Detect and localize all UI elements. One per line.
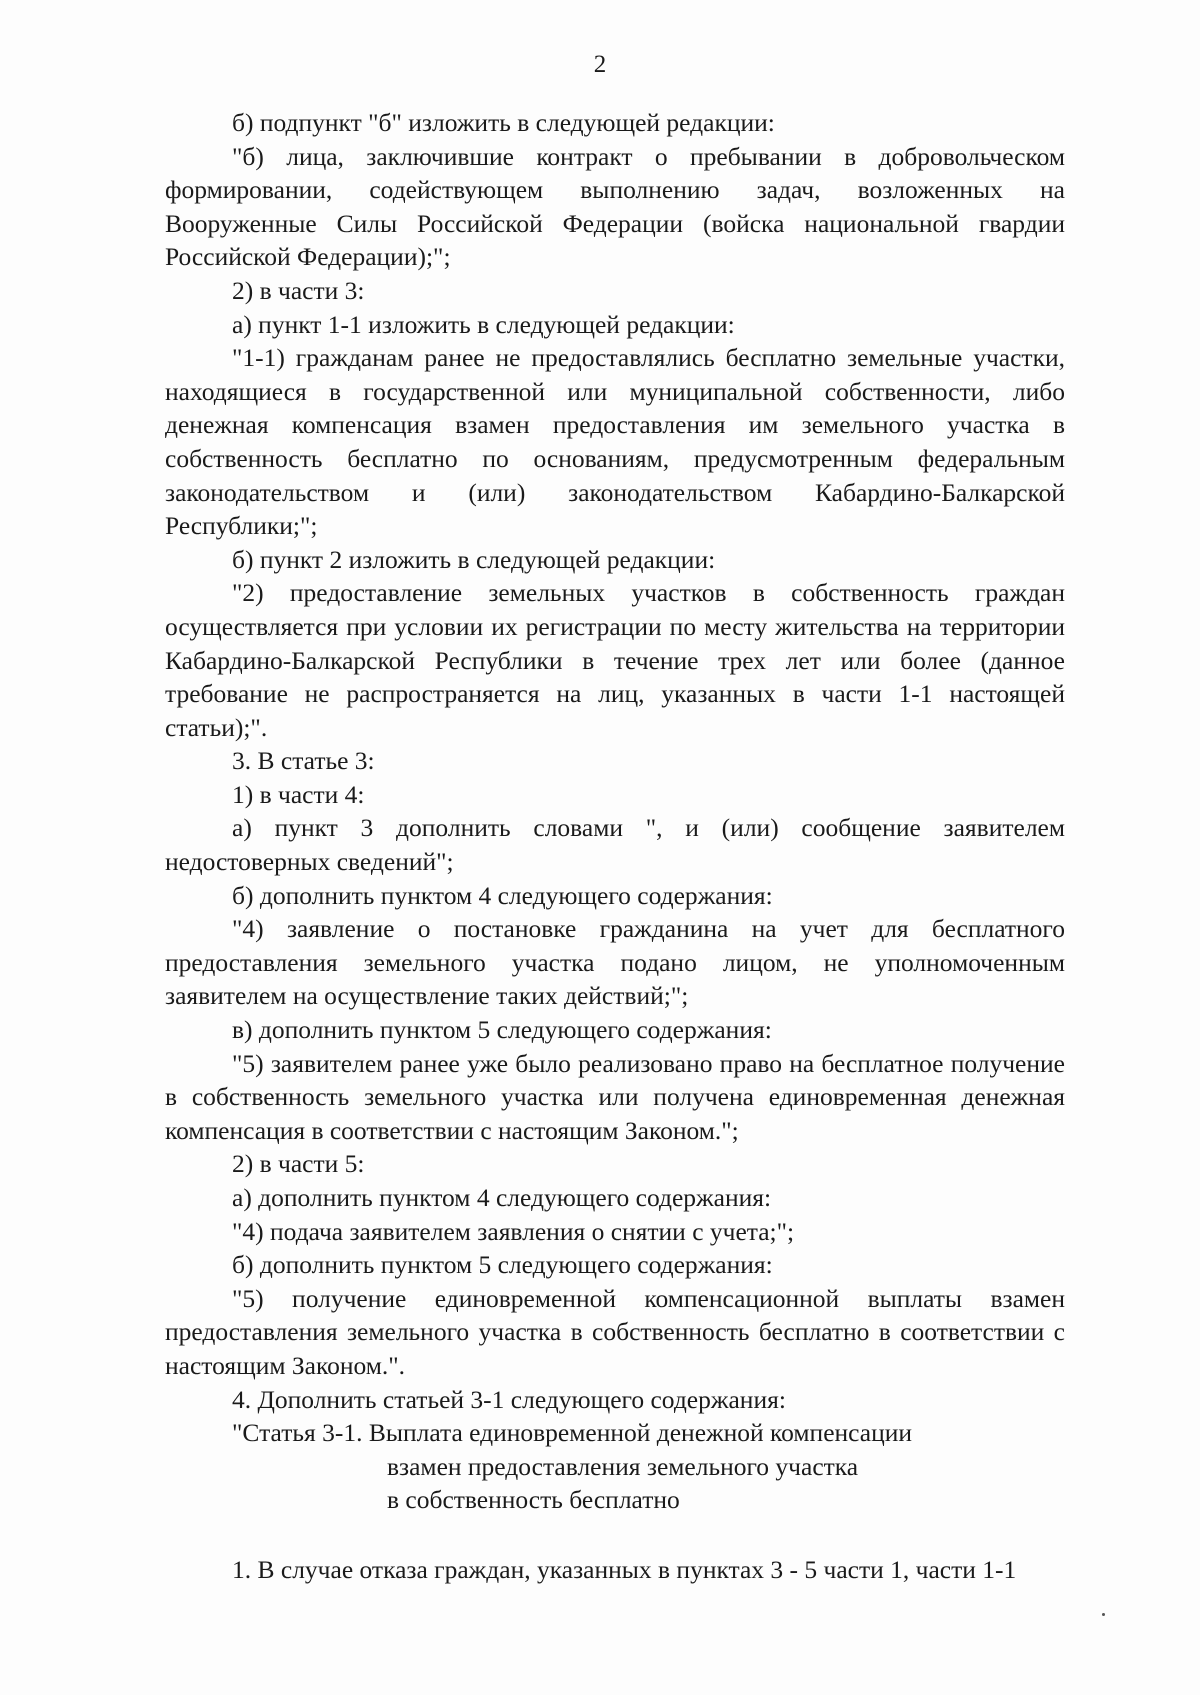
paragraph: "5) заявителем ранее уже было реализовано право на бесплатное получение в собственность земельного участка или получена единовременная денежная компенсация в соответствии с настоящим Законом.";: [165, 1048, 1065, 1145]
paragraph: 2) в части 3:: [232, 275, 365, 305]
paragraph: 4. Дополнить статьей 3-1 следующего содержания:: [232, 1384, 786, 1414]
paragraph: в) дополнить пунктом 5 следующего содержания:: [232, 1015, 772, 1045]
paragraph: "1-1) гражданам ранее не предоставлялись бесплатно земельные участки, находящиеся в государственной или муниципальной собственности, либо денежная компенсация взамен предоставления им земельного участка в собственность бесплатно по основаниям, предусмотренным федеральным законодательством и (или) законодательством Кабардино-Балкарской Республики;";: [165, 343, 1065, 541]
article-heading-line: "Статья 3-1. Выплата единовременной денежной компенсации: [232, 1418, 913, 1448]
paragraph: а) пункт 3 дополнить словами ", и (или) сообщение заявителем недостоверных сведений";: [165, 813, 1065, 877]
paragraph: 3. В статье 3:: [232, 746, 375, 776]
article-heading-line: в собственность бесплатно: [387, 1485, 680, 1515]
paragraph: б) подпункт "б" изложить в следующей редакции:: [232, 108, 775, 137]
spacer: [165, 1517, 1065, 1553]
paragraph: б) дополнить пунктом 4 следующего содержания:: [232, 880, 773, 910]
paragraph: б) дополнить пунктом 5 следующего содержания:: [232, 1250, 773, 1280]
paragraph: "4) подача заявителем заявления о снятии с учета;";: [232, 1216, 795, 1246]
page-number: 2: [593, 51, 607, 78]
article-heading-line: взамен предоставления земельного участка: [387, 1451, 859, 1481]
paragraph: "4) заявление о постановке гражданина на учет для бесплатного предоставления земельного участка подано лицом, не уполномоченным заявителем на осуществление таких действий;";: [165, 914, 1065, 1011]
paragraph: "б) лица, заключившие контракт о пребывании в добровольческом формировании, содействующем выполнению задач, возложенных на Вооруженные Силы Российской Федерации (войска национальной гвардии Российской Федерации);";: [165, 141, 1065, 272]
paragraph: а) пункт 1-1 изложить в следующей редакции:: [232, 309, 735, 339]
article-heading: [165, 1416, 1065, 1517]
paragraph: "2) предоставление земельных участков в собственность граждан осуществляется при условии их регистрации по месту жительства на территории Кабардино-Балкарской Республики в течение трех лет или более (данное требование не распространяется на лиц, указанных в части 1-1 настоящей статьи);".: [165, 578, 1065, 742]
paragraph: а) дополнить пунктом 4 следующего содержания:: [232, 1183, 772, 1212]
scan-speck: [1102, 1613, 1105, 1616]
paragraph: 1) в части 4:: [232, 779, 365, 809]
paragraph: 1. В случае отказа граждан, указанных в пунктах 3 - 5 части 1, части 1-1: [232, 1554, 1017, 1584]
paragraph: 2) в части 5:: [232, 1149, 365, 1179]
document-body: [165, 106, 1065, 1587]
paragraph: б) пункт 2 изложить в следующей редакции:: [232, 544, 716, 574]
paragraph: "5) получение единовременной компенсационной выплаты взамен предоставления земельного участка в собственность бесплатно в соответствии с настоящим Законом.".: [165, 1283, 1065, 1380]
